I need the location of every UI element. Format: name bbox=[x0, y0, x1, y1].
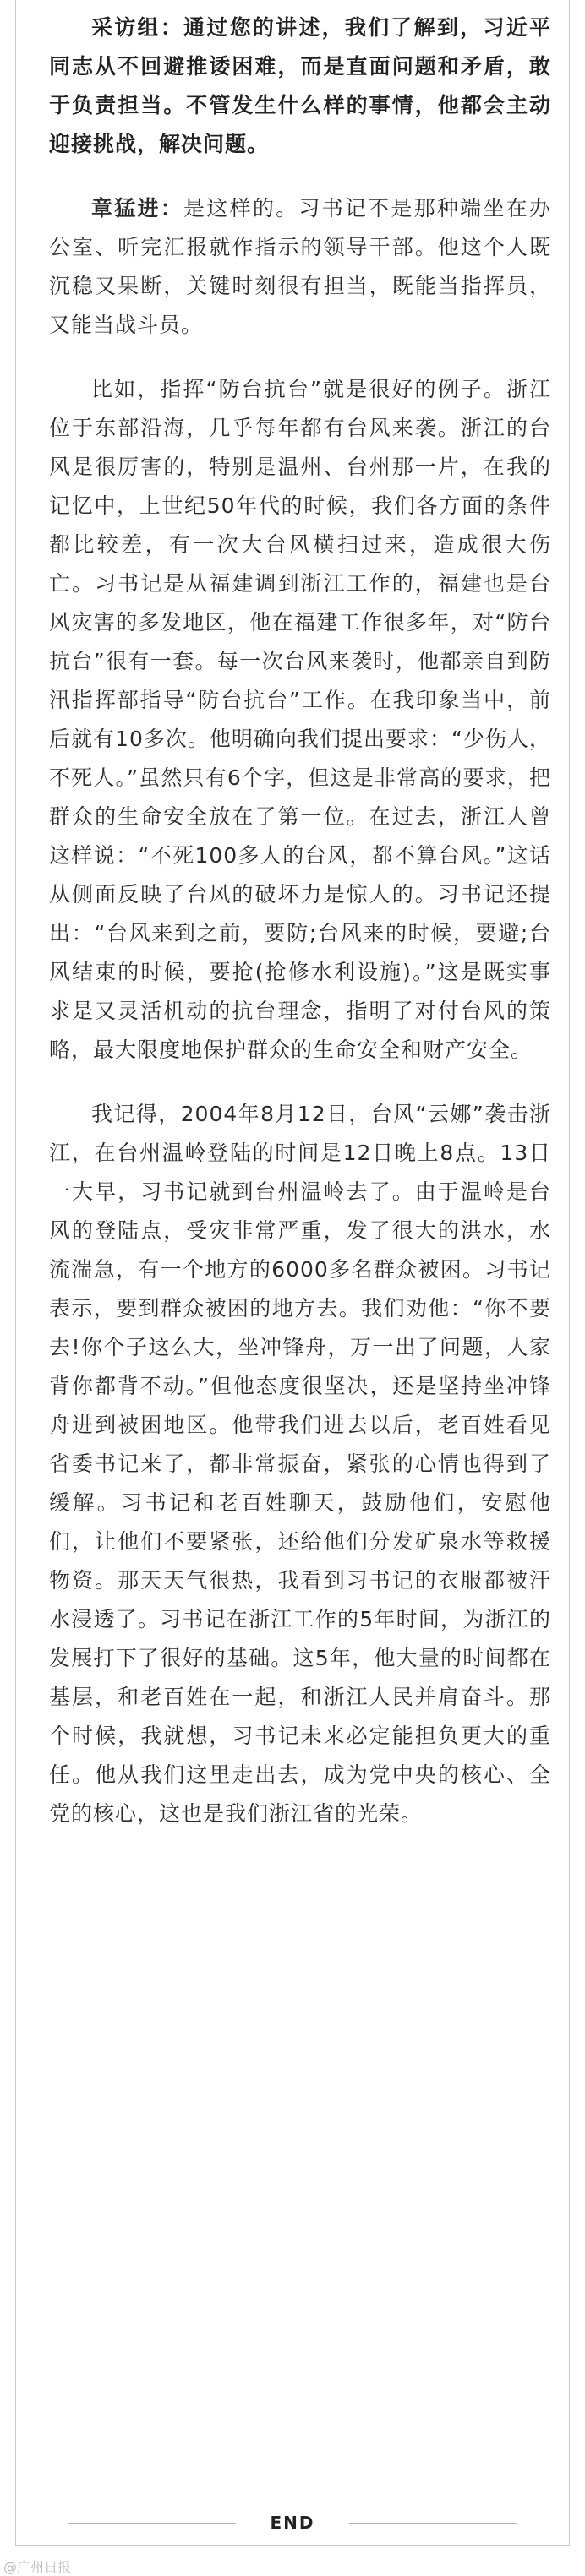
end-label: END bbox=[270, 2513, 315, 2533]
question-text: 通过您的讲述，我们了解到，习近平同志从不回避推诿困难，而是直面问题和矛盾，敢于负责担当。不管发生什么样的事情，他都会主动迎接挑战，解决问题。 bbox=[49, 15, 551, 156]
interview-answer bbox=[49, 189, 551, 345]
watermark: @广州日报 bbox=[3, 2559, 72, 2575]
paragraph-typhoon-example: 比如，指挥“防台抗台”就是很好的例子。浙江位于东部沿海，几乎每年都有台风来袭。浙江的台风是很厉害的，特别是温州、台州那一片，在我的记忆中，上世纪50年代的时候，我们各方面的条件都比较差，有一次大台风横扫过来，造成很大伤亡。习书记是从福建调到浙江工作的，福建也是台风灾害的多发地区，他在福建工作很多年，对“防台抗台”很有一套。每一次台风来袭时，他都亲自到防汛指挥部指导“防台抗台”工作。在我印象当中，前后就有10多次。他明确向我们提出要求：“少伤人，不死人。”虽然只有6个字，但这是非常高的要求，把群众的生命安全放在了第一位。在过去，浙江人曾这样说：“不死100多人的台风，都不算台风。”这话从侧面反映了台风的破坏力是惊人的。习书记还提出：“台风来到之前，要防;台风来的时候，要避;台风结束的时候，要抢(抢修水利设施)。”这是既实事求是又灵活机动的抗台理念，指明了对付台风的策略，最大限度地保护群众的生命安全和财产安全。 bbox=[49, 377, 551, 1062]
interview-question bbox=[49, 8, 551, 164]
end-line-right bbox=[349, 2523, 517, 2524]
paragraph-typhoon-yunna: 我记得，2004年8月12日，台风“云娜”袭击浙江，在台州温岭登陆的时间是12日晚上8点。13日一大早，习书记就到台州温岭去了。由于温岭是台风的登陆点，受灾非常严重，发了很大的洪水，水流湍急，有一个地方的6000多名群众被困。习书记表示，要到群众被困的地方去。我们劝他：“你不要去!你个子这么大，坐冲锋舟，万一出了问题，人家背你都背不动。”但他态度很坚决，还是坚持坐冲锋舟进到被困地区。他带我们进去以后，老百姓看见省委书记来了，都非常振奋，紧张的心情也得到了缓解。习书记和老百姓聊天，鼓励他们，安慰他们，让他们不要紧张，还给他们分发矿泉水等救援物资。那天天气很热，我看到习书记的衣服都被汗水浸透了。习书记在浙江工作的5年时间，为浙江的发展打下了很好的基础。这5年，他大量的时间都在基层，和老百姓在一起，和浙江人民并肩奋斗。那个时候，我就想，习书记未来必定能担负更大的重任。他从我们这里走出去，成为党中央的核心、全党的核心，这也是我们浙江省的光荣。 bbox=[49, 1102, 551, 1826]
end-divider bbox=[15, 2508, 570, 2538]
answer-speaker: 章猛进： bbox=[91, 196, 184, 221]
question-speaker: 采访组： bbox=[91, 15, 184, 40]
article-body bbox=[49, 8, 551, 1859]
end-line-left bbox=[68, 2523, 236, 2524]
answer-text: 是这样的。习书记不是那种端坐在办公室、听完汇报就作指示的领导干部。他这个人既沉稳又果断，关键时刻很有担当，既能当指挥员，又能当战斗员。 bbox=[49, 196, 551, 337]
